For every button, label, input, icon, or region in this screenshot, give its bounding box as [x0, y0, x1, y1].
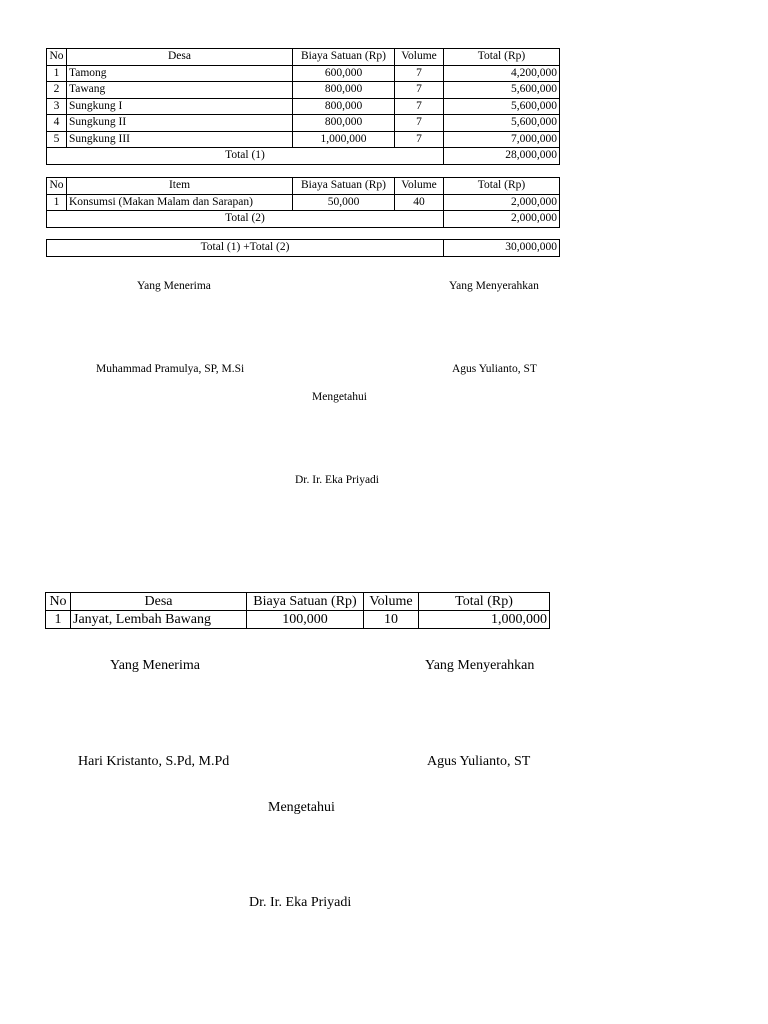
total-label: Total (1) — [47, 148, 444, 165]
cell-desa: Sungkung III — [67, 131, 293, 148]
table-row — [47, 194, 560, 211]
cell-no: 2 — [47, 82, 67, 99]
grand-total-label: Total (1) +Total (2) — [47, 240, 444, 257]
header-item: Item — [67, 178, 293, 195]
village-cost-table — [46, 48, 560, 165]
cell-volume: 7 — [395, 131, 444, 148]
item-cost-table — [46, 177, 560, 228]
receiver-name: Hari Kristanto, S.Pd, M.Pd — [78, 754, 230, 769]
cell-no: 1 — [46, 611, 71, 629]
witness-name: Dr. Ir. Eka Priyadi — [295, 474, 379, 486]
receiver-label: Yang Menerima — [110, 658, 200, 673]
table-row — [47, 82, 560, 99]
giver-label: Yang Menyerahkan — [425, 658, 535, 673]
cell-no: 1 — [47, 194, 67, 211]
header-no: No — [46, 593, 71, 611]
cell-volume: 7 — [395, 98, 444, 115]
header-desa: Desa — [71, 593, 247, 611]
table-header-row — [47, 178, 560, 195]
table-row — [46, 611, 550, 629]
total-value: 2,000,000 — [444, 211, 560, 228]
grand-total-table — [46, 239, 560, 257]
table-row — [47, 65, 560, 82]
header-volume: Volume — [395, 49, 444, 66]
cell-item: Konsumsi (Makan Malam dan Sarapan) — [67, 194, 293, 211]
cell-volume: 7 — [395, 115, 444, 132]
cell-total: 5,600,000 — [444, 82, 560, 99]
table-total-row — [47, 148, 560, 165]
table-total-row — [47, 211, 560, 228]
total-value: 28,000,000 — [444, 148, 560, 165]
cell-biaya: 800,000 — [293, 82, 395, 99]
cell-volume: 7 — [395, 65, 444, 82]
cell-volume: 7 — [395, 82, 444, 99]
cell-total: 1,000,000 — [419, 611, 550, 629]
cell-desa: Tawang — [67, 82, 293, 99]
header-total: Total (Rp) — [419, 593, 550, 611]
cell-total: 2,000,000 — [444, 194, 560, 211]
grand-total-row — [47, 240, 560, 257]
cell-volume: 40 — [395, 194, 444, 211]
cell-desa: Tamong — [67, 65, 293, 82]
table-header-row — [47, 49, 560, 66]
cell-volume: 10 — [364, 611, 419, 629]
witness-name: Dr. Ir. Eka Priyadi — [249, 895, 352, 910]
cell-no: 4 — [47, 115, 67, 132]
cell-biaya: 1,000,000 — [293, 131, 395, 148]
cell-total: 4,200,000 — [444, 65, 560, 82]
receiver-name: Muhammad Pramulya, SP, M.Si — [96, 363, 245, 375]
giver-label: Yang Menyerahkan — [449, 280, 539, 292]
table-row — [47, 115, 560, 132]
cell-biaya: 600,000 — [293, 65, 395, 82]
cell-no: 3 — [47, 98, 67, 115]
cell-biaya: 50,000 — [293, 194, 395, 211]
cell-no: 1 — [47, 65, 67, 82]
table-row — [47, 131, 560, 148]
header-no: No — [47, 49, 67, 66]
witness-label: Mengetahui — [268, 800, 335, 815]
cell-biaya: 800,000 — [293, 115, 395, 132]
village-cost-table-2 — [45, 592, 550, 629]
header-volume: Volume — [364, 593, 419, 611]
cell-desa: Sungkung I — [67, 98, 293, 115]
grand-total-value: 30,000,000 — [444, 240, 560, 257]
cell-total: 5,600,000 — [444, 115, 560, 132]
header-total: Total (Rp) — [444, 49, 560, 66]
header-volume: Volume — [395, 178, 444, 195]
header-biaya-satuan: Biaya Satuan (Rp) — [293, 178, 395, 195]
receiver-label: Yang Menerima — [137, 280, 211, 292]
cell-total: 5,600,000 — [444, 98, 560, 115]
total-label: Total (2) — [47, 211, 444, 228]
table-row — [47, 98, 560, 115]
table-header-row — [46, 593, 550, 611]
cell-biaya: 100,000 — [247, 611, 364, 629]
giver-name: Agus Yulianto, ST — [452, 363, 537, 375]
cell-total: 7,000,000 — [444, 131, 560, 148]
cell-biaya: 800,000 — [293, 98, 395, 115]
cell-no: 5 — [47, 131, 67, 148]
cell-desa: Sungkung II — [67, 115, 293, 132]
witness-label: Mengetahui — [312, 391, 367, 403]
header-desa: Desa — [67, 49, 293, 66]
header-no: No — [47, 178, 67, 195]
giver-name: Agus Yulianto, ST — [427, 754, 531, 769]
header-biaya-satuan: Biaya Satuan (Rp) — [247, 593, 364, 611]
cell-desa: Janyat, Lembah Bawang — [71, 611, 247, 629]
header-biaya-satuan: Biaya Satuan (Rp) — [293, 49, 395, 66]
header-total: Total (Rp) — [444, 178, 560, 195]
